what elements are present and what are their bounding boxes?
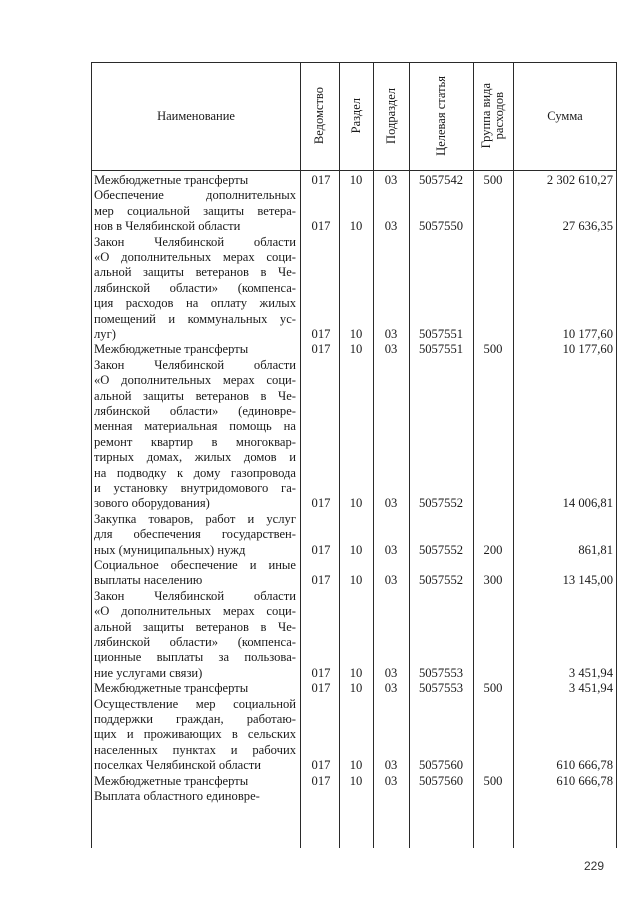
row-name-line: Осуществление мер социальной [94,696,296,711]
row-name-line: поддержки граждан, работаю- [94,711,296,726]
table-row [91,342,617,357]
row-name-line: «О дополнительных мерах соци- [94,249,296,264]
cell-podrazdel: 03 [384,342,398,357]
header-razdel [339,62,373,170]
header-bottom-border [91,170,617,171]
cell-vedomstvo: 017 [311,342,331,357]
cell-gruppa: 500 [483,681,503,696]
cell-vedomstvo: 017 [311,496,331,511]
cell-celevaya: 5057560 [418,758,464,773]
cell-vedomstvo: 017 [311,542,331,557]
row-name-line: альной защиты ветеранов в Че- [94,619,296,634]
row-name-line: ремонт квартир в многоквар- [94,434,296,449]
cell-podrazdel: 03 [384,773,398,788]
row-name-line: Закон Челябинской области [94,588,296,603]
cell-summa: 610 666,78 [556,758,613,773]
cell-razdel: 10 [349,219,363,234]
table-row [91,774,617,789]
header-gruppa-line-2: расходов [492,92,506,140]
cell-razdel: 10 [349,665,363,680]
cell-gruppa: 500 [483,773,503,788]
row-name-line: лябинской области» (единовре- [94,403,296,418]
table-row [91,758,617,773]
header-gruppa-line-1: Группа вида [479,83,493,149]
cell-summa: 3 451,94 [568,665,613,680]
header-celevaya [409,62,473,170]
cell-gruppa: 500 [483,173,503,187]
cell-razdel: 10 [349,496,363,511]
row-name-line: для обеспечения государствен- [94,527,296,542]
row-name-line: луг) [94,326,116,341]
cell-summa: 14 006,81 [562,496,613,511]
row-name-line: тирных домах, жилых домов и [94,450,296,465]
cell-summa: 27 636,35 [562,219,613,234]
cell-celevaya: 5057553 [418,681,464,696]
header-podrazdel [373,62,409,170]
table-row [91,327,617,342]
cell-razdel: 10 [349,542,363,557]
budget-table [91,62,617,848]
row-name-line: лябинской области» (компенса- [94,280,296,295]
cell-summa: 10 177,60 [562,342,613,357]
row-name-line: поселках Челябинской области [94,758,262,773]
cell-razdel: 10 [349,758,363,773]
cell-celevaya: 5057550 [418,219,464,234]
cell-summa: 13 145,00 [562,573,613,588]
row-name-line: ных (муниципальных) нужд [94,542,246,557]
row-name-line: лябинской области» (компенса- [94,634,296,649]
cell-podrazdel: 03 [384,173,398,187]
row-name-line: мер социальной защиты ветера- [94,203,296,218]
page-number: 229 [583,859,604,873]
cell-celevaya: 5057552 [418,496,464,511]
header-summa [513,62,617,170]
header-celevaya-label: Целевая статья [433,76,448,156]
row-name-line: менная материальная помощь на [94,419,296,434]
table-row [91,219,617,234]
header-name [92,62,300,170]
cell-vedomstvo: 017 [311,173,331,187]
row-name-line: Обеспечение дополнительных [94,188,296,203]
cell-podrazdel: 03 [384,327,398,341]
cell-razdel: 10 [349,681,363,696]
cell-razdel: 10 [349,573,363,588]
header-summa-label: Сумма [547,108,583,123]
cell-summa: 610 666,78 [556,773,613,788]
row-name-line: Закупка товаров, работ и услуг [94,511,296,526]
row-name-line: альной защиты ветеранов в Че- [94,388,296,403]
row-name-line: на подводку к дому газопровода [94,465,296,480]
row-name-line: Закон Челябинской области [94,234,296,249]
row-name-line: выплаты населению [94,573,203,588]
row-name-line: Закон Челябинской области [94,357,296,372]
cell-podrazdel: 03 [384,681,398,696]
row-name [94,358,296,512]
row-name-line: Социальное обеспечение и иные [94,558,296,572]
row-name-line: Межбюджетные трансферты [94,681,249,696]
cell-podrazdel: 03 [384,665,398,680]
cell-razdel: 10 [349,173,363,187]
cell-razdel: 10 [349,327,363,341]
table-row [91,543,617,558]
table-row [91,573,617,588]
header-vedomstvo [300,62,339,170]
row-name-line: Выплата областного единовре- [94,789,260,803]
cell-summa: 10 177,60 [562,327,613,341]
row-name-line: «О дополнительных мерах соци- [94,373,296,388]
header-vedomstvo-label: Ведомство [312,87,326,145]
row-name-line: ние услугами связи) [94,665,203,680]
header-name-label: Наименование [157,108,235,123]
cell-celevaya: 5057542 [418,173,464,187]
row-name-line: ционные выплаты за пользова- [94,650,296,665]
row-name-line: «О дополнительных мерах соци- [94,604,296,619]
cell-celevaya: 5057551 [418,327,464,341]
cell-podrazdel: 03 [384,542,398,557]
cell-vedomstvo: 017 [311,773,331,788]
cell-podrazdel: 03 [384,496,398,511]
cell-vedomstvo: 017 [311,758,331,773]
table-row [91,666,617,681]
row-name-line: Межбюджетные трансферты [94,342,249,357]
header-podrazdel-label: Подраздел [383,88,398,144]
header-razdel-label: Раздел [348,98,363,134]
header-gruppa-label [480,83,506,148]
cell-gruppa: 300 [483,573,503,588]
cell-vedomstvo: 017 [311,681,331,696]
row-name-line: Межбюджетные трансферты [94,173,249,187]
cell-celevaya: 5057560 [418,773,464,788]
table-row [91,789,617,804]
row-name-line: населенных пунктах и рабочих [94,742,296,757]
cell-razdel: 10 [349,773,363,788]
row-name-line: и установку внутридомового га- [94,480,296,495]
row-name-line: помещений и коммунальных ус- [94,311,296,326]
cell-celevaya: 5057551 [418,342,464,357]
row-name-line: щих и проживающих в сельских [94,727,296,742]
table-row [91,496,617,511]
row-name-line: зового оборудования) [94,496,210,511]
cell-summa: 861,81 [578,542,613,557]
cell-celevaya: 5057552 [418,573,464,588]
row-name-line: альной защиты ветеранов в Че- [94,265,296,280]
cell-celevaya: 5057553 [418,665,464,680]
table-row [91,681,617,696]
cell-vedomstvo: 017 [311,219,331,234]
cell-razdel: 10 [349,342,363,357]
cell-vedomstvo: 017 [311,327,331,341]
row-name-line: нов в Челябинской области [94,219,241,234]
cell-gruppa: 200 [483,542,503,557]
cell-celevaya: 5057552 [418,542,464,557]
cell-vedomstvo: 017 [311,573,331,588]
row-name-line: Межбюджетные трансферты [94,773,249,788]
cell-summa: 2 302 610,27 [546,173,613,187]
header-gruppa [473,62,513,170]
cell-vedomstvo: 017 [311,665,331,680]
cell-podrazdel: 03 [384,219,398,234]
cell-summa: 3 451,94 [568,681,613,696]
cell-gruppa: 500 [483,342,503,357]
row-name-line: ция расходов на оплату жилых [94,296,296,311]
table-row [91,173,617,188]
cell-podrazdel: 03 [384,758,398,773]
cell-podrazdel: 03 [384,573,398,588]
